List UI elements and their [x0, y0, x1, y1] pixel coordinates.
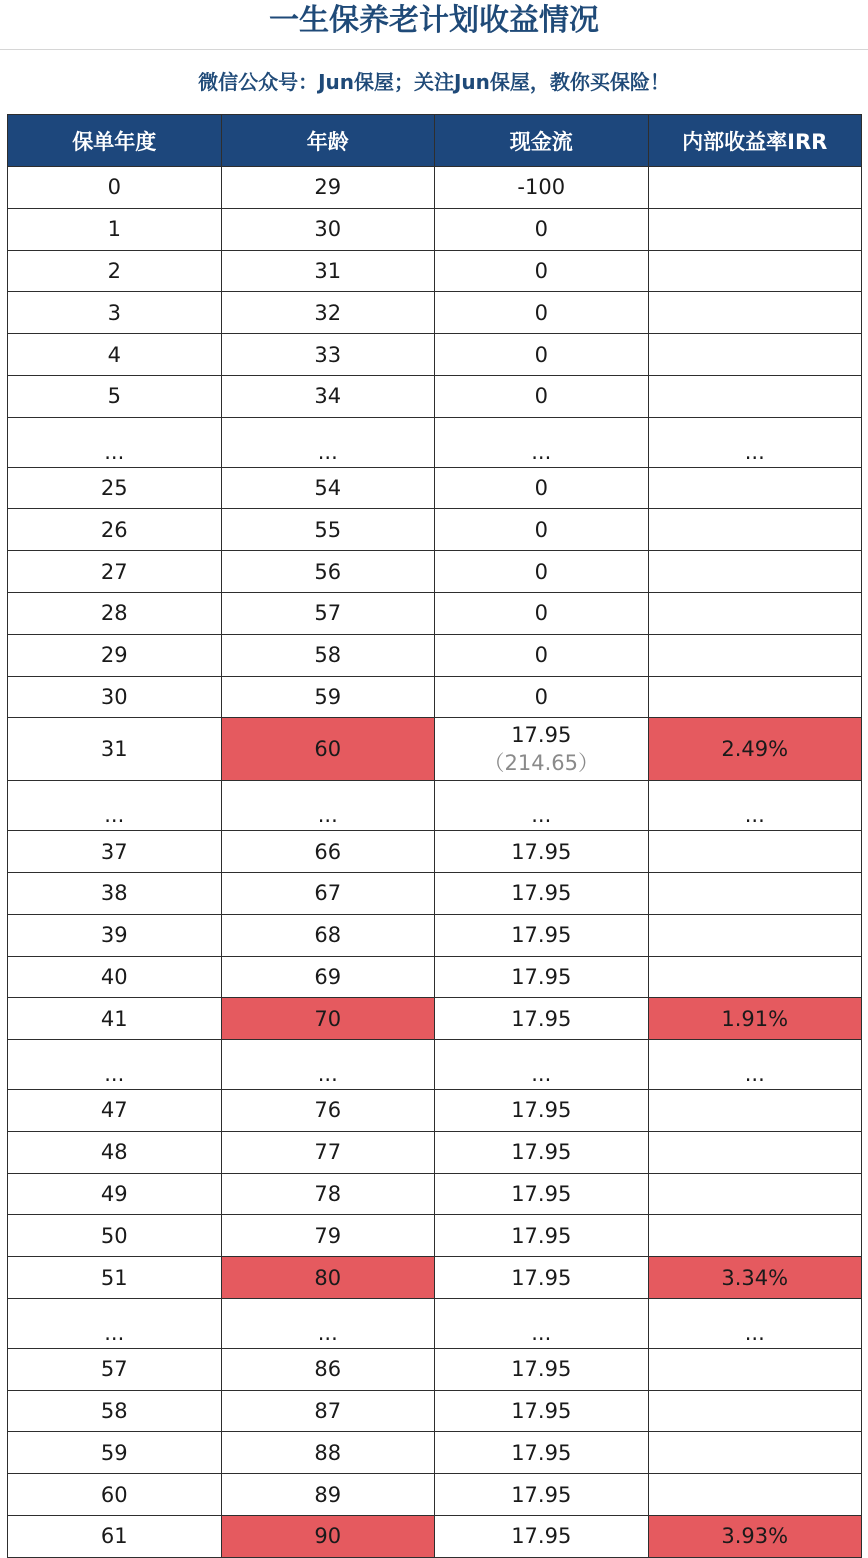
cell-irr [648, 634, 862, 676]
cell-irr [648, 676, 862, 718]
cell-age [221, 676, 435, 718]
cell-policy-year [8, 509, 222, 551]
table-row [8, 551, 862, 593]
cell-cash-flow-value: 17.95 [511, 1181, 572, 1206]
cell-cash-flow [435, 417, 649, 467]
cell-policy-year-value: 61 [100, 1524, 128, 1549]
cell-policy-year [8, 1173, 222, 1215]
cell-cash-flow [435, 956, 649, 998]
cell-policy-year [8, 334, 222, 376]
cell-cash-flow-value: ... [531, 803, 552, 828]
cell-policy-year [8, 467, 222, 509]
table-row [8, 914, 862, 956]
cell-irr [648, 781, 862, 831]
cell-policy-year-value: 59 [100, 1440, 128, 1465]
table-row [8, 1432, 862, 1474]
cell-age [221, 1215, 435, 1257]
cell-policy-year [8, 781, 222, 831]
cell-cash-flow [435, 1257, 649, 1299]
cell-age [221, 1348, 435, 1390]
cell-cash-flow-value: ... [531, 439, 552, 464]
cell-policy-year-value: 30 [100, 684, 128, 709]
cell-irr [648, 998, 862, 1040]
table-row [8, 208, 862, 250]
cell-cash-flow [435, 334, 649, 376]
cell-policy-year-value: 29 [100, 643, 128, 668]
cell-policy-year-value: 5 [107, 384, 121, 409]
table-row [8, 1298, 862, 1348]
cell-irr [648, 509, 862, 551]
cell-cash-flow [435, 167, 649, 209]
cell-cash-flow-value: 17.95 [511, 1098, 572, 1123]
table-header-row [8, 115, 862, 167]
cell-irr-value: 3.93% [721, 1524, 789, 1549]
cell-cash-flow [435, 292, 649, 334]
cell-policy-year [8, 417, 222, 467]
cell-policy-year-value: 58 [100, 1398, 128, 1423]
cell-age-value: 56 [314, 559, 342, 584]
cell-cash-flow-value: 17.95 [511, 723, 572, 748]
cell-policy-year [8, 1215, 222, 1257]
cell-age [221, 1474, 435, 1516]
cell-cash-flow [435, 467, 649, 509]
cell-cash-flow [435, 1173, 649, 1215]
cell-cash-flow-value: 17.95 [511, 1440, 572, 1465]
cell-age [221, 718, 435, 781]
cell-age-value: 33 [314, 342, 342, 367]
table-row [8, 592, 862, 634]
cell-irr [648, 1089, 862, 1131]
cell-policy-year-value: 39 [100, 923, 128, 948]
cell-irr [648, 592, 862, 634]
cell-irr [648, 831, 862, 873]
table-row [8, 998, 862, 1040]
cell-policy-year [8, 1131, 222, 1173]
cell-cash-flow [435, 592, 649, 634]
cell-age-value: 77 [314, 1140, 342, 1165]
cell-cash-flow-value: 0 [534, 475, 548, 500]
cell-age-value: 76 [314, 1098, 342, 1123]
cell-cash-flow [435, 1432, 649, 1474]
cell-cash-flow [435, 634, 649, 676]
table-row [8, 676, 862, 718]
table-row [8, 781, 862, 831]
cell-policy-year [8, 956, 222, 998]
cell-cash-flow-value: 17.95 [511, 1398, 572, 1423]
cell-age [221, 417, 435, 467]
cell-policy-year-value: 27 [100, 559, 128, 584]
cell-policy-year-value: ... [104, 1061, 125, 1086]
cell-cash-flow-value: 0 [534, 684, 548, 709]
cell-age [221, 375, 435, 417]
cell-cash-flow [435, 1089, 649, 1131]
cell-irr [648, 1257, 862, 1299]
cell-irr-value: ... [744, 439, 765, 464]
cell-policy-year-value: 28 [100, 601, 128, 626]
cell-age-value: 32 [314, 300, 342, 325]
cell-policy-year-value: 37 [100, 839, 128, 864]
cell-irr [648, 467, 862, 509]
cell-policy-year [8, 676, 222, 718]
cell-cash-flow-value: 17.95 [511, 1482, 572, 1507]
table-row [8, 1257, 862, 1299]
cell-policy-year-value: 0 [107, 175, 121, 200]
cell-age [221, 998, 435, 1040]
cell-age [221, 831, 435, 873]
cell-irr [648, 334, 862, 376]
cell-age-value: 80 [314, 1265, 342, 1290]
cell-cash-flow [435, 1131, 649, 1173]
cell-cash-flow-value: 0 [534, 601, 548, 626]
cell-cash-flow [435, 509, 649, 551]
cell-irr [648, 292, 862, 334]
cell-policy-year [8, 1432, 222, 1474]
cell-cash-flow-value: 17.95 [511, 839, 572, 864]
cell-policy-year [8, 208, 222, 250]
cell-age [221, 1390, 435, 1432]
cell-age-value: 89 [314, 1482, 342, 1507]
cell-age-value: 86 [314, 1357, 342, 1382]
cell-policy-year [8, 592, 222, 634]
table-row [8, 1390, 862, 1432]
cell-cash-flow [435, 781, 649, 831]
cell-age [221, 634, 435, 676]
cell-irr [648, 1348, 862, 1390]
cell-age-value: 29 [314, 175, 342, 200]
cell-cash-flow [435, 1474, 649, 1516]
table-row [8, 1040, 862, 1090]
cell-cash-flow [435, 1298, 649, 1348]
cell-cash-flow-value: 0 [534, 643, 548, 668]
header-cash-flow: 现金流 [435, 115, 649, 167]
cell-irr [648, 208, 862, 250]
cell-policy-year-value: 48 [100, 1140, 128, 1165]
cell-policy-year-value: 60 [100, 1482, 128, 1507]
cell-irr-value: 1.91% [721, 1006, 789, 1031]
cell-policy-year-value: 51 [100, 1265, 128, 1290]
cell-policy-year [8, 1474, 222, 1516]
cell-age-value: 79 [314, 1223, 342, 1248]
cell-age-value: 87 [314, 1398, 342, 1423]
cell-policy-year [8, 167, 222, 209]
table-row [8, 292, 862, 334]
cell-irr [648, 718, 862, 781]
cell-policy-year-value: 4 [107, 342, 121, 367]
table-row [8, 167, 862, 209]
header-age: 年龄 [221, 115, 435, 167]
cell-policy-year [8, 1390, 222, 1432]
cell-cash-flow-note: （214.65） [483, 751, 599, 776]
cell-irr [648, 250, 862, 292]
cell-age [221, 1298, 435, 1348]
cell-policy-year-value: 47 [100, 1098, 128, 1123]
cell-age [221, 551, 435, 593]
cell-policy-year-value: 1 [107, 217, 121, 242]
cell-cash-flow-value: 0 [534, 258, 548, 283]
cell-irr [648, 1515, 862, 1557]
cell-policy-year-value: ... [104, 439, 125, 464]
cell-age-value: 69 [314, 964, 342, 989]
table-row [8, 872, 862, 914]
cell-age [221, 208, 435, 250]
cell-cash-flow-value: 17.95 [511, 1140, 572, 1165]
header-policy-year: 保单年度 [8, 115, 222, 167]
cell-policy-year [8, 292, 222, 334]
cell-policy-year [8, 1298, 222, 1348]
table-row [8, 375, 862, 417]
cell-cash-flow [435, 1040, 649, 1090]
cell-cash-flow [435, 1515, 649, 1557]
cell-irr [648, 1390, 862, 1432]
cell-age [221, 334, 435, 376]
cell-cash-flow [435, 1215, 649, 1257]
cell-irr [648, 956, 862, 998]
cell-age-value: 31 [314, 258, 342, 283]
cell-age-value: 88 [314, 1440, 342, 1465]
table-row [8, 417, 862, 467]
cell-age [221, 467, 435, 509]
cell-age-value: 67 [314, 881, 342, 906]
cell-irr [648, 872, 862, 914]
cell-policy-year [8, 872, 222, 914]
cell-age-value: 68 [314, 923, 342, 948]
cell-policy-year [8, 1257, 222, 1299]
cell-cash-flow [435, 1348, 649, 1390]
cell-cash-flow-value: 17.95 [511, 964, 572, 989]
cell-policy-year-value: 26 [100, 517, 128, 542]
cell-irr [648, 417, 862, 467]
table-row [8, 1131, 862, 1173]
cell-irr [648, 551, 862, 593]
cell-policy-year-value: 2 [107, 258, 121, 283]
cell-policy-year [8, 1348, 222, 1390]
cell-cash-flow [435, 250, 649, 292]
cell-irr [648, 1432, 862, 1474]
cell-irr-value: ... [744, 1320, 765, 1345]
cell-cash-flow-value: 0 [534, 559, 548, 584]
cell-age [221, 509, 435, 551]
cell-policy-year-value: 49 [100, 1181, 128, 1206]
cell-irr [648, 914, 862, 956]
cell-irr [648, 1131, 862, 1173]
cell-cash-flow-value: 0 [534, 342, 548, 367]
table-row [8, 1173, 862, 1215]
cell-age [221, 1131, 435, 1173]
cell-age-value: 60 [314, 737, 342, 762]
cell-policy-year [8, 1515, 222, 1557]
cell-cash-flow-value: -100 [517, 175, 566, 200]
cell-age-value: ... [317, 1320, 338, 1345]
cell-age-value: ... [317, 1061, 338, 1086]
table-row [8, 509, 862, 551]
page-subtitle: 微信公众号：Jun保屋；关注Jun保屋，教你买保险！ [198, 70, 670, 94]
cell-age-value: 66 [314, 839, 342, 864]
cell-age-value: 54 [314, 475, 342, 500]
cell-age-value: 90 [314, 1524, 342, 1549]
cell-age [221, 1432, 435, 1474]
cell-age-value: 55 [314, 517, 342, 542]
cell-age [221, 1257, 435, 1299]
cell-age [221, 914, 435, 956]
cell-age [221, 1515, 435, 1557]
page-title: 一生保养老计划收益情况 [0, 0, 868, 50]
cell-policy-year-value: ... [104, 803, 125, 828]
cell-age-value: 34 [314, 384, 342, 409]
cell-cash-flow-value: 17.95 [511, 1265, 572, 1290]
cell-policy-year [8, 1089, 222, 1131]
cell-age [221, 1040, 435, 1090]
cell-cash-flow [435, 375, 649, 417]
table-row [8, 1215, 862, 1257]
cell-cash-flow-value: 17.95 [511, 1006, 572, 1031]
table-row [8, 634, 862, 676]
cell-age [221, 292, 435, 334]
cell-policy-year [8, 718, 222, 781]
cell-policy-year-value: 50 [100, 1223, 128, 1248]
cell-irr-value: 2.49% [721, 737, 789, 762]
cell-cash-flow-value: 17.95 [511, 923, 572, 948]
cell-age-value: 58 [314, 643, 342, 668]
table-row [8, 831, 862, 873]
cell-policy-year-value: 38 [100, 881, 128, 906]
cell-policy-year [8, 831, 222, 873]
table-row [8, 1089, 862, 1131]
cell-age-value: ... [317, 439, 338, 464]
cell-age-value: 57 [314, 601, 342, 626]
table-row [8, 718, 862, 781]
table-row [8, 334, 862, 376]
cell-age [221, 1089, 435, 1131]
cell-policy-year-value: 57 [100, 1357, 128, 1382]
cell-cash-flow-value: 17.95 [511, 1524, 572, 1549]
table-row [8, 250, 862, 292]
cell-policy-year-value: 31 [100, 737, 128, 762]
cell-irr-value: 3.34% [721, 1265, 789, 1290]
table-body [8, 167, 862, 1558]
cell-cash-flow [435, 718, 649, 781]
header-irr: 内部收益率IRR [648, 115, 862, 167]
cell-cash-flow [435, 831, 649, 873]
cell-cash-flow [435, 676, 649, 718]
cell-cash-flow [435, 872, 649, 914]
cell-irr [648, 1215, 862, 1257]
cell-policy-year [8, 551, 222, 593]
cell-age-value: 59 [314, 684, 342, 709]
cell-cash-flow-value: 0 [534, 384, 548, 409]
cell-policy-year-value: 40 [100, 964, 128, 989]
cell-cash-flow-value: ... [531, 1320, 552, 1345]
cell-cash-flow [435, 914, 649, 956]
cell-policy-year [8, 998, 222, 1040]
cell-age-value: 30 [314, 217, 342, 242]
cell-policy-year [8, 375, 222, 417]
cell-age [221, 592, 435, 634]
cell-irr [648, 375, 862, 417]
cell-irr [648, 1173, 862, 1215]
cell-cash-flow-value: 17.95 [511, 881, 572, 906]
cell-age [221, 250, 435, 292]
table-row [8, 1515, 862, 1557]
cell-age-value: ... [317, 803, 338, 828]
cell-policy-year-value: 25 [100, 475, 128, 500]
cell-irr-value: ... [744, 1061, 765, 1086]
cell-cash-flow [435, 208, 649, 250]
cell-policy-year [8, 914, 222, 956]
cell-age-value: 70 [314, 1006, 342, 1031]
cell-age-value: 78 [314, 1181, 342, 1206]
cell-policy-year-value: 3 [107, 300, 121, 325]
table-row [8, 956, 862, 998]
cell-irr [648, 167, 862, 209]
table-row [8, 1474, 862, 1516]
cell-cash-flow-value: ... [531, 1061, 552, 1086]
cell-cash-flow-value: 17.95 [511, 1357, 572, 1382]
cell-age [221, 167, 435, 209]
cell-cash-flow-value: 0 [534, 217, 548, 242]
cell-cash-flow-value: 0 [534, 300, 548, 325]
cell-policy-year-value: 41 [100, 1006, 128, 1031]
cell-cash-flow [435, 998, 649, 1040]
cell-cash-flow [435, 551, 649, 593]
cell-irr [648, 1298, 862, 1348]
cell-policy-year [8, 250, 222, 292]
cell-age [221, 781, 435, 831]
cell-policy-year [8, 634, 222, 676]
table-row [8, 467, 862, 509]
irr-table [7, 114, 862, 1558]
cell-irr [648, 1040, 862, 1090]
cell-cash-flow [435, 1390, 649, 1432]
table-row [8, 1348, 862, 1390]
cell-age [221, 1173, 435, 1215]
cell-age [221, 872, 435, 914]
cell-policy-year [8, 1040, 222, 1090]
cell-policy-year-value: ... [104, 1320, 125, 1345]
cell-irr-value: ... [744, 803, 765, 828]
cell-cash-flow-value: 17.95 [511, 1223, 572, 1248]
cell-cash-flow-value: 0 [534, 517, 548, 542]
cell-irr [648, 1474, 862, 1516]
cell-age [221, 956, 435, 998]
